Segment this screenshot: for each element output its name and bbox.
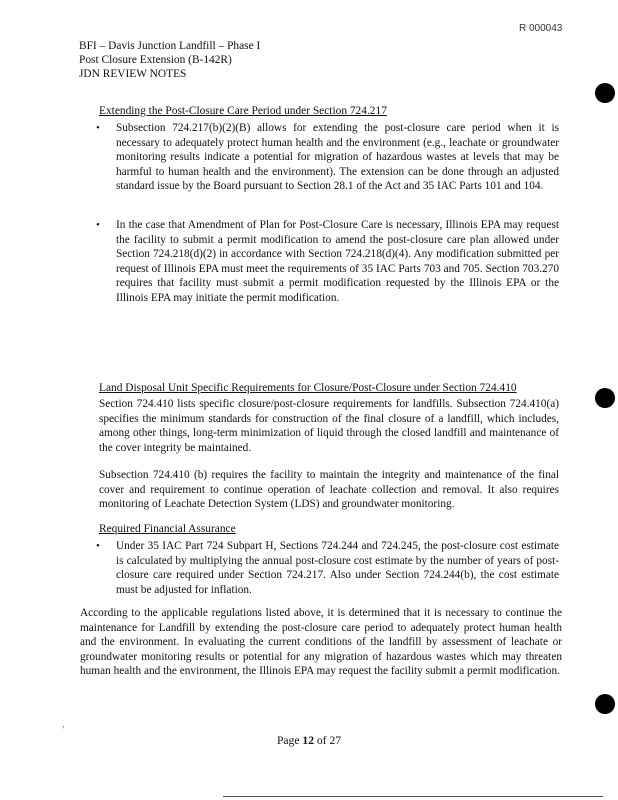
header-notes-line: JDN REVIEW NOTES — [79, 68, 187, 80]
bullet-marker: • — [96, 219, 100, 231]
page-label: Page — [276, 734, 303, 747]
section2-paragraph-2: Subsection 724.410 (b) requires the facility to maintain the integrity and maintenance of the final cover and requirement to continue operation of leachate collection and removal. It also requires monitoring of Leachate Detection System (LDS) and groundwater monitoring. — [99, 469, 559, 511]
binder-hole — [595, 83, 615, 103]
section-title-land-disposal-unit: Land Disposal Unit Specific Requirements for Closure/Post-Closure under Section 724.410 — [99, 382, 517, 394]
bullet-marker: • — [96, 540, 100, 552]
section-title-financial-assurance: Required Financial Assurance — [99, 523, 236, 535]
section1-bullet-2: In the case that Amendment of Plan for Post-Closure Care is necessary, Illinois EPA may request the facility to submit a permit modification to amend the post-closure care plan allowed under Section 724.218(d)(2) in accordance with Section 724.218(d)(4). Any modification submitted per request of Illinois EPA must meet the requirements of 35 IAC Parts 703 and 705. Section 703.270 requires that facility must submit a permit modification requested by the Illinois EPA or the Illinois EPA may initiate the permit modification. — [116, 219, 559, 304]
bottom-rule — [223, 796, 603, 797]
document-number: R 000043 — [519, 23, 563, 34]
page-separator: of — [313, 734, 330, 747]
header-project-line: BFI – Davis Junction Landfill – Phase I — [79, 40, 261, 52]
binder-hole — [595, 388, 615, 408]
section3-bullet-1: Under 35 IAC Part 724 Subpart H, Sections 724.244 and 724.245, the post-closure cost estimate is calculated by multiplying the annual post-closure cost estimate by the number of years of post-closure care required under Section 724.217. Also under Section 724.244(b), the cost estimate must be adjusted for inflation. — [116, 540, 559, 596]
bullet-marker: • — [96, 122, 100, 134]
scan-artifact-mark: , — [62, 719, 65, 729]
page-current-number: 12 — [302, 734, 314, 747]
page-footer — [0, 734, 618, 747]
section1-bullet-1: Subsection 724.217(b)(2)(B) allows for extending the post-closure care period when it is necessary to adequately protect human health and the environment (e.g., leachate or groundwater monitoring results indicate a potential for migration of hazardous wastes at levels that may be harmful to human health and the environment). The extension can be done through an adjusted standard issue by the Board pursuant to Section 28.1 of the Act and 35 IAC Parts 101 and 104. — [116, 122, 559, 193]
page-header — [79, 39, 260, 81]
section2-paragraph-1: Section 724.410 lists specific closure/post-closure requirements for landfills. Subsection 724.410(a) specifies the minimum standards for construction of the final closure of a landfill, which includes, among other things, long-term minimization of liquid through the closed landfill and maintenance of the cover integrity be maintained. — [99, 398, 559, 454]
page-total-number: 27 — [329, 734, 342, 747]
section-title-extending-post-closure: Extending the Post-Closure Care Period under Section 724.217 — [99, 105, 387, 117]
conclusion-paragraph: According to the applicable regulations listed above, it is determined that it is necessary to continue the maintenance for Landfill by extending the post-closure care period to adequately protect human health and the environment. In evaluating the current conditions of the landfill by assessment of leachate or groundwater monitoring results or potential for any migration of hazardous wastes which may threaten human health and the environment, the Illinois EPA may request the facility submit a permit modification. — [80, 607, 562, 678]
header-subject-line: Post Closure Extension (B-142R) — [79, 54, 232, 66]
binder-hole — [595, 694, 615, 714]
